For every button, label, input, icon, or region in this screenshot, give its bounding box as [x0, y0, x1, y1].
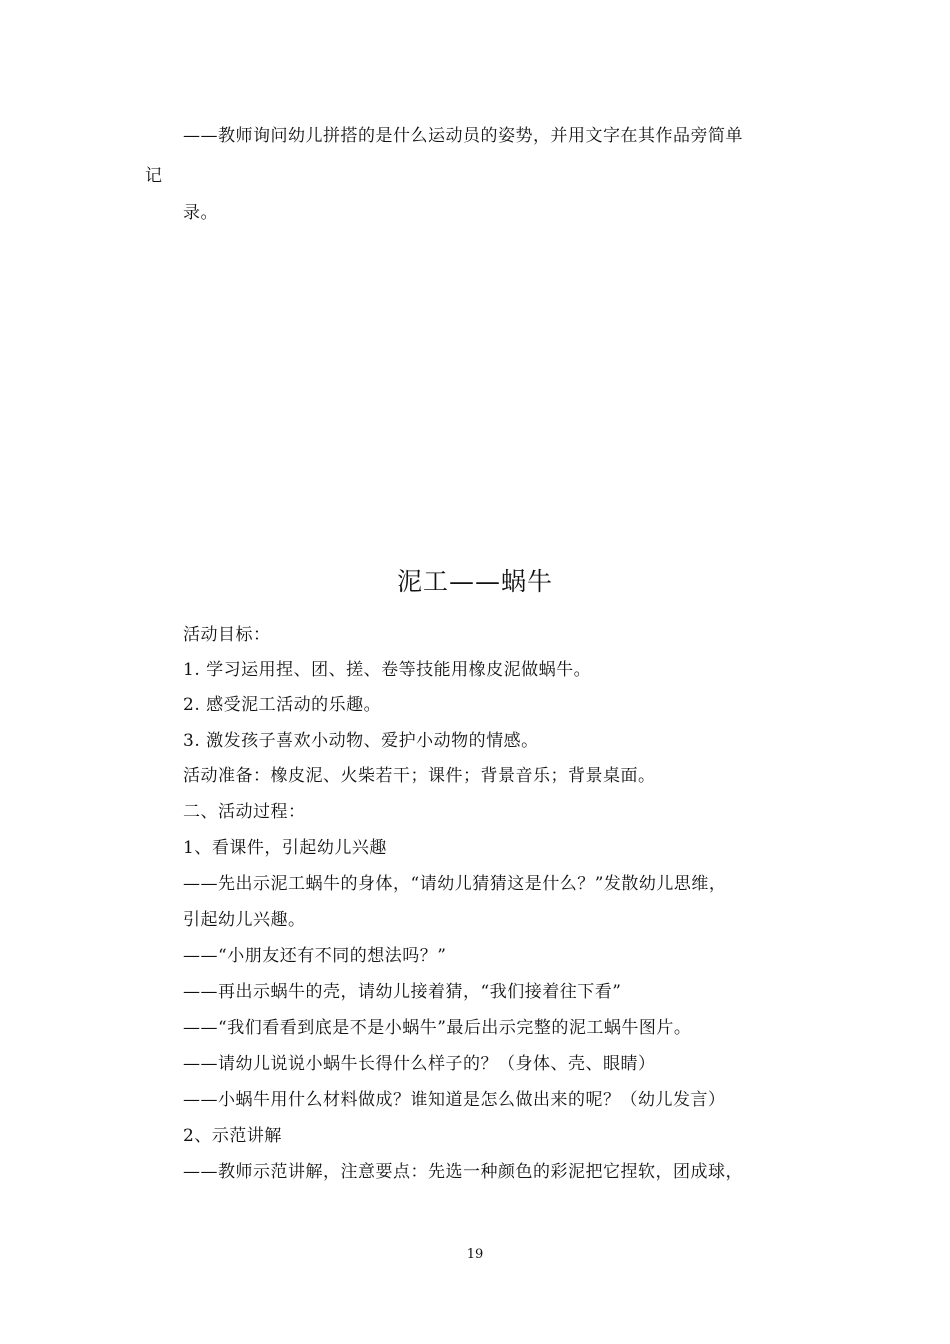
- step-line: ——“小朋友还有不同的想法吗？”: [183, 946, 447, 966]
- paragraph-line: 录。: [183, 203, 218, 223]
- step-line: 引起幼儿兴趣。: [183, 910, 306, 930]
- process-heading: 二、活动过程：: [183, 802, 306, 822]
- step-line: ——先出示泥工蜗牛的身体，“请幼儿猜猜这是什么？”发散幼儿思维，: [183, 874, 727, 894]
- goal-item: 3. 激发孩子喜欢小动物、爱护小动物的情感。: [183, 731, 539, 751]
- paragraph-line: 记: [145, 166, 163, 186]
- lesson-title: 泥工——蜗牛: [396, 567, 553, 596]
- step-line: ——再出示蜗牛的壳，请幼儿接着猜，“我们接着往下看”: [183, 982, 622, 1002]
- step-heading: 2、示范讲解: [183, 1126, 282, 1146]
- preparation-line: 活动准备：橡皮泥、火柴若干；课件；背景音乐；背景桌面。: [183, 766, 656, 786]
- goal-item: 1. 学习运用捏、团、搓、卷等技能用橡皮泥做蜗牛。: [183, 660, 592, 680]
- goal-item: 2. 感受泥工活动的乐趣。: [183, 695, 382, 715]
- paragraph-line: ——教师询问幼儿拼搭的是什么运动员的姿势，并用文字在其作品旁简单: [183, 126, 743, 146]
- step-line: ——教师示范讲解，注意要点：先选一种颜色的彩泥把它捏软，团成球，: [183, 1162, 743, 1182]
- step-line: ——请幼儿说说小蜗牛长得什么样子的？（身体、壳、眼睛）: [183, 1054, 656, 1074]
- goals-heading: 活动目标：: [183, 625, 271, 645]
- page-number: 19: [466, 1247, 484, 1262]
- step-line: ——小蜗牛用什么材料做成？谁知道是怎么做出来的呢？（幼儿发言）: [183, 1090, 726, 1110]
- step-line: ——“我们看看到底是不是小蜗牛”最后出示完整的泥工蜗牛图片。: [183, 1018, 692, 1038]
- step-heading: 1、看课件，引起幼儿兴趣: [183, 838, 387, 858]
